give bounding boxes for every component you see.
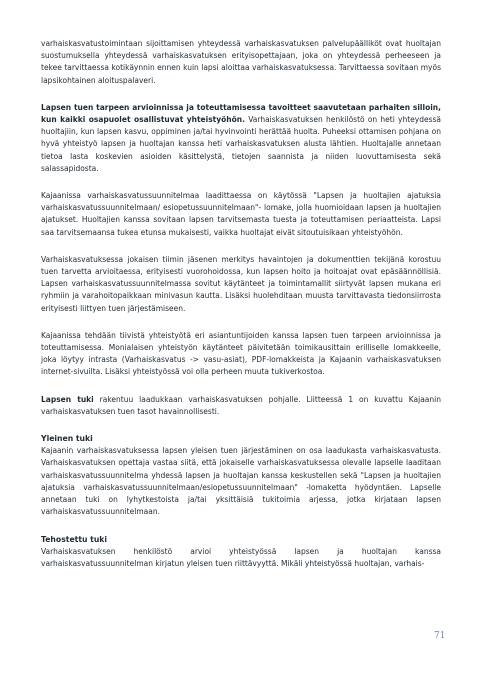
section-heading-intensified-support: Tehostettu tuki — [41, 534, 108, 544]
section-heading-general-support: Yleinen tuki — [41, 434, 93, 444]
paragraph-team-observations: Varhaiskasvatuksessa jokaisen tiimin jäsenen merkitys havaintojen ja dokumenttien tekijänä korostuu tuen tarvetta arvioitaessa, erityisesti vuorohoidossa, kun lapsen hoito ja hoitoajat ovat epäsäännöllisiä. Lapsen varhaiskasvatussuunnitelmassa sovitut käytänteet ja toimintamallit siirtyvät lapsen mukana eri ryhmiin ja varahoitopaikkaan minivasun kautta. Lisäksi huolehditaan muusta tarvittavasta tiedonsiirrosta erityisesti liittyen tuen järjestämiseen. — [41, 254, 441, 313]
paragraph-intro: varhaiskasvatustoimintaan sijoittamisen yhteydessä varhaiskasvatuksen palvelupäälliköt ovat huoltajan suostumuksella yhteydessä varhaiskasvatuksen erityisopettajaan, joka on yhteydessä perheeseen ja tekee tarvittaessa kotikäynnin ennen kuin lapsi aloittaa varhaiskasvatuksessa. Tarvittaessa sovitaan myös lapsikohtainen aloituspalaveri. — [41, 39, 441, 85]
paragraph-support-basis — [41, 394, 441, 418]
section-text-general-support: Kajaanin varhaiskasvatuksessa lapsen yleisen tuen järjestäminen on osa laadukasta varhaiskasvatusta. Varhaiskasvatuksen opettaja vastaa siitä, että jokaiselle varhaiskasvatuksessa olevalle lapselle laaditaan varhaiskasvatussuunnitelma yhdessä lapsen ja huoltajan kanssa keskustellen sekä "Lapsen ja huoltajien ajatuksia varhaiskasvatussuunnitelmaan/esiopetussuunnitelmaan" -lomaketta hyödyntäen. Lapselle annetaan tuki on lyhytkestoista ja/tai yksittäisiä tukitoimia arjessa, jotka kirjataan lapsen varhaiskasvatussuunnitelmaan. — [41, 446, 441, 517]
paragraph-vasu-form: Kajaanissa varhaiskasvatussuunnitelmaa laadittaessa on käytössä "Lapsen ja huoltajien ajatuksia varhaiskasvatussuunnitelmaan/ esiopetussuunnitelmaan"- lomake, jolla huomioidaan lapsen ja huoltajien ajatukset. Huoltajien kanssa sovitaan lapsen tarvitsemasta tuesta ja toteuttamisen periaatteista. Lapsi saa tarvitsemaansa tukea etunsa mukaisesti, vaikka huoltajat eivät sitoutuisikaan yhteistyöhön. — [41, 191, 441, 237]
page-number: 71 — [434, 631, 446, 641]
document-page — [41, 38, 441, 570]
paragraph-cooperation-lead: Lapsen tuen tarpeen arvioinnissa ja toteuttamisessa tavoitteet saavutetaan parhaiten silloin, kun kaikki osapuolet osallistuvat yhteistyöhön. — [41, 102, 441, 125]
paragraph-support-text: rakentuu laadukkaan varhaiskasvatuksen pohjalle. Liitteessä 1 on kuvattu Kajaanin varhaiskasvatuksen tuen tasot havainnollisesti. — [41, 394, 441, 416]
section-text-intensified-support: Varhaiskasvatuksen henkilöstö arvioi yhteistyössä lapsen ja huoltajan kanssa varhaiskasvatussuunnitelman kirjatun yleisen tuen riittävyyttä. Mikäli yhteistyössä huoltajan, varhais- — [41, 546, 441, 568]
paragraph-cooperation-text: Varhaiskasvatuksen henkilöstö on heti yhteydessä huoltajiin, kun lapsen kasvu, oppiminen ja/tai hyvinvointi herättää huolta. Puheeksi ottamisen pohjana on hyvä yhteistyö lapsen ja huoltajan kanssa heti varhaiskasvatuksen alusta lähtien. Huoltajalle annetaan tietoa lasta koskevien asioiden käsittelystä, tietojen saannista ja niiden luovuttamisesta sekä salassapidosta. — [41, 115, 441, 173]
paragraph-cooperation — [41, 102, 441, 175]
paragraph-experts: Kajaanissa tehdään tiivistä yhteistyötä eri asiantuntijoiden kanssa lapsen tuen tarpeen arvioinnissa ja toteuttamisessa. Monialaisen yhteistyön käytänteet päivitetään toimikausittain erilliselle lomakkeelle, joka löytyy intrasta (Varhaiskasvatus -> vasu-asiat), PDF-lomakkeista ja Kajaanin varhaiskasvatuksen internet-sivuilta. Lisäksi yhteistyössä voi olla perheen muuta tukiverkostoa. — [41, 330, 441, 377]
paragraph-support-lead: Lapsen tuki — [41, 394, 94, 404]
